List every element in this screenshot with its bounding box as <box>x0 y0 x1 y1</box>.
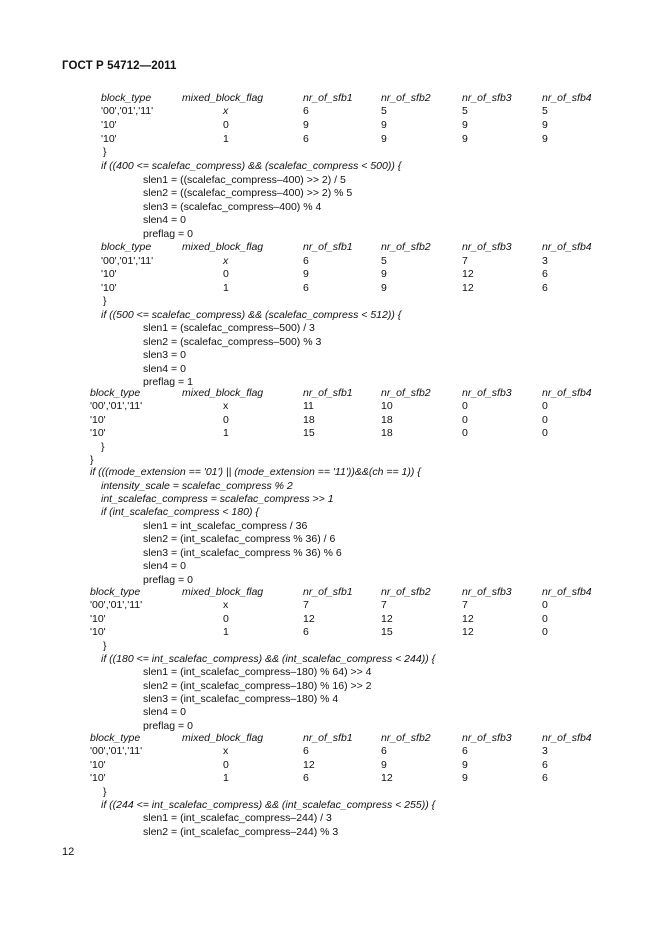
table-row <box>90 759 661 772</box>
cell-sfb2: 9 <box>381 133 387 145</box>
cell-sfb4: 0 <box>542 626 548 638</box>
header-nr-of-sfb3: nr_of_sfb3 <box>462 92 512 104</box>
table-row <box>90 400 661 413</box>
cell-sfb1: 6 <box>303 772 309 784</box>
code-line-slen1: slen1 = (int_scalefac_compress–244) / 3 <box>143 812 332 824</box>
cell-sfb2: 12 <box>381 613 393 625</box>
code-line-cond-400 <box>101 160 401 173</box>
table-header-row <box>90 387 661 400</box>
table-row <box>90 414 661 427</box>
cell-sfb1: 6 <box>303 255 309 267</box>
cell-mixed-flag: x <box>223 745 229 757</box>
cell-block-type: '10' <box>90 759 106 771</box>
header-mixed-block-flag: mixed_block_flag <box>182 387 264 399</box>
table-header-row <box>101 92 661 105</box>
cell-sfb2: 5 <box>381 255 387 267</box>
table-row <box>90 772 661 785</box>
cell-sfb4: 6 <box>542 759 548 771</box>
cell-sfb2: 12 <box>381 772 393 784</box>
cell-block-type: '00','01','11' <box>90 599 143 611</box>
code-line-preflag: preflag = 0 <box>143 720 193 732</box>
code-line-cond-255 <box>101 799 435 812</box>
cell-sfb1: 6 <box>303 626 309 638</box>
cell-block-type: '00','01','11' <box>90 745 143 757</box>
cell-sfb1: 6 <box>303 133 309 145</box>
cell-sfb1: 9 <box>303 268 309 280</box>
header-nr-of-sfb4: nr_of_sfb4 <box>542 241 592 253</box>
table-row <box>101 119 661 132</box>
table-row <box>90 745 661 758</box>
cell-mixed-flag: 1 <box>223 427 229 439</box>
cond-255-text: if ((244 <= int_scalefac_compress) && (int_scalefac_compress < 255)) { <box>101 799 436 811</box>
cell-sfb2: 18 <box>381 414 393 426</box>
cell-sfb1: 18 <box>303 414 315 426</box>
cell-sfb2: 9 <box>381 119 387 131</box>
cell-sfb3: 5 <box>462 105 468 117</box>
code-line-slen2: slen2 = (scalefac_compress–500) % 3 <box>143 336 322 348</box>
cell-sfb1: 12 <box>303 759 315 771</box>
cell-mixed-flag: 0 <box>223 119 229 131</box>
cell-mixed-flag: 1 <box>223 772 229 784</box>
code-line-slen3: slen3 = 0 <box>143 349 186 361</box>
cell-sfb4: 3 <box>542 745 548 757</box>
table-header-row <box>101 241 661 254</box>
header-mixed-block-flag: mixed_block_flag <box>182 241 264 253</box>
cell-sfb4: 9 <box>542 133 548 145</box>
header-mixed-block-flag: mixed_block_flag <box>182 732 264 744</box>
cond-244-text: if ((180 <= int_scalefac_compress) && (int_scalefac_compress < 244)) { <box>101 653 436 665</box>
cell-sfb3: 9 <box>462 759 468 771</box>
header-nr-of-sfb1: nr_of_sfb1 <box>303 92 353 104</box>
document-header: ГОСТ Р 54712—2011 <box>62 60 177 72</box>
header-nr-of-sfb2: nr_of_sfb2 <box>381 241 431 253</box>
cell-mixed-flag: 1 <box>223 282 229 294</box>
cell-block-type: '10' <box>101 119 117 131</box>
cell-block-type: '00','01','11' <box>101 105 154 117</box>
code-line-slen1: slen1 = int_scalefac_compress / 36 <box>143 520 308 532</box>
cell-sfb4: 5 <box>542 105 548 117</box>
cond-400-text: if ((400 <= scalefac_compress) && (scalefac_compress < 500)) { <box>101 160 402 172</box>
code-line-slen1: slen1 = (int_scalefac_compress–180) % 64) >> 4 <box>143 666 372 678</box>
table-row <box>101 133 661 146</box>
table-row <box>90 613 661 626</box>
header-block-type: block_type <box>90 732 141 744</box>
cell-sfb4: 0 <box>542 599 548 611</box>
code-line-slen4: slen4 = 0 <box>143 214 186 226</box>
code-line-int-scalefac <box>101 493 334 506</box>
header-nr-of-sfb2: nr_of_sfb2 <box>381 586 431 598</box>
cell-sfb2: 9 <box>381 282 387 294</box>
header-nr-of-sfb3: nr_of_sfb3 <box>462 732 512 744</box>
header-nr-of-sfb1: nr_of_sfb1 <box>303 586 353 598</box>
table-header-row <box>90 732 661 745</box>
cell-sfb2: 5 <box>381 105 387 117</box>
cell-block-type: '10' <box>90 414 106 426</box>
header-block-type: block_type <box>90 586 141 598</box>
header-nr-of-sfb1: nr_of_sfb1 <box>303 241 353 253</box>
header-nr-of-sfb2: nr_of_sfb2 <box>381 732 431 744</box>
cell-sfb3: 0 <box>462 400 468 412</box>
closing-brace: } <box>90 454 94 466</box>
cell-mixed-flag: x <box>223 105 229 117</box>
closing-brace: } <box>103 786 107 798</box>
closing-brace: } <box>103 146 107 158</box>
header-nr-of-sfb2: nr_of_sfb2 <box>381 387 431 399</box>
cell-sfb2: 9 <box>381 759 387 771</box>
cell-mixed-flag: x <box>223 599 229 611</box>
cell-block-type: '10' <box>90 772 106 784</box>
cell-mixed-flag: x <box>223 255 229 267</box>
header-nr-of-sfb4: nr_of_sfb4 <box>542 92 592 104</box>
cell-block-type: '10' <box>90 626 106 638</box>
cell-sfb3: 7 <box>462 255 468 267</box>
code-line-slen1: slen1 = (scalefac_compress–500) / 3 <box>143 322 315 334</box>
code-line-preflag: preflag = 0 <box>143 228 193 240</box>
cell-sfb3: 12 <box>462 268 474 280</box>
cell-sfb1: 11 <box>303 400 314 412</box>
header-nr-of-sfb3: nr_of_sfb3 <box>462 586 512 598</box>
header-mixed-block-flag: mixed_block_flag <box>182 92 264 104</box>
code-line-slen2: slen2 = (int_scalefac_compress % 36) / 6 <box>143 533 336 545</box>
cell-sfb1: 15 <box>303 427 315 439</box>
header-nr-of-sfb3: nr_of_sfb3 <box>462 387 512 399</box>
cell-block-type: '10' <box>90 427 106 439</box>
code-line-preflag: preflag = 1 <box>143 376 193 388</box>
header-nr-of-sfb3: nr_of_sfb3 <box>462 241 512 253</box>
intensity-text: intensity_scale = scalefac_compress % 2 <box>101 480 293 492</box>
cell-sfb4: 6 <box>542 268 548 280</box>
cell-sfb4: 6 <box>542 282 548 294</box>
cond-500-text: if ((500 <= scalefac_compress) && (scalefac_compress < 512)) { <box>101 309 402 321</box>
code-line-slen3: slen3 = (scalefac_compress–400) % 4 <box>143 201 322 213</box>
code-line-intensity-scale <box>101 480 293 493</box>
table-header-row <box>90 586 661 599</box>
cell-sfb3: 9 <box>462 772 468 784</box>
code-line-slen4: slen4 = 0 <box>143 560 186 572</box>
code-line-cond-500 <box>101 309 401 322</box>
cell-sfb4: 0 <box>542 613 548 625</box>
cell-sfb2: 18 <box>381 427 393 439</box>
page-number: 12 <box>62 846 75 858</box>
code-line-cond-180 <box>101 506 259 519</box>
table-row <box>90 626 661 639</box>
code-line-slen2: slen2 = (int_scalefac_compress–244) % 3 <box>143 826 339 838</box>
cell-sfb2: 7 <box>381 599 387 611</box>
table-row <box>101 268 661 281</box>
code-line-slen3: slen3 = (int_scalefac_compress–180) % 4 <box>143 693 339 705</box>
cell-sfb4: 0 <box>542 427 548 439</box>
int-sc-text: int_scalefac_compress = scalefac_compress >> 1 <box>101 493 334 505</box>
cell-sfb2: 15 <box>381 626 393 638</box>
code-line-slen1: slen1 = ((scalefac_compress–400) >> 2) / 5 <box>143 174 346 186</box>
cell-mixed-flag: 0 <box>223 268 229 280</box>
cell-block-type: '00','01','11' <box>101 255 154 267</box>
header-nr-of-sfb4: nr_of_sfb4 <box>542 387 592 399</box>
closing-brace: } <box>101 441 105 453</box>
code-line-slen4: slen4 = 0 <box>143 706 186 718</box>
cell-sfb3: 6 <box>462 745 468 757</box>
cell-mixed-flag: 0 <box>223 759 229 771</box>
header-nr-of-sfb2: nr_of_sfb2 <box>381 92 431 104</box>
cell-sfb4: 6 <box>542 772 548 784</box>
header-nr-of-sfb4: nr_of_sfb4 <box>542 586 592 598</box>
cell-sfb3: 9 <box>462 119 468 131</box>
cell-sfb3: 12 <box>462 626 474 638</box>
code-line-slen2: slen2 = (int_scalefac_compress–180) % 16) >> 2 <box>143 680 372 692</box>
table-row <box>101 105 661 118</box>
cell-sfb1: 6 <box>303 745 309 757</box>
cell-block-type: '00','01','11' <box>90 400 143 412</box>
header-block-type: block_type <box>90 387 141 399</box>
cell-block-type: '10' <box>90 613 106 625</box>
code-line-cond-244 <box>101 653 435 666</box>
cell-sfb3: 9 <box>462 133 468 145</box>
code-line-slen2: slen2 = ((scalefac_compress–400) >> 2) % 5 <box>143 187 353 199</box>
cell-sfb2: 10 <box>381 400 393 412</box>
cell-mixed-flag: 0 <box>223 414 229 426</box>
cell-sfb4: 3 <box>542 255 548 267</box>
table-row <box>101 255 661 268</box>
header-mixed-block-flag: mixed_block_flag <box>182 586 264 598</box>
table-row <box>90 599 661 612</box>
cell-sfb4: 0 <box>542 414 548 426</box>
code-line-slen4: slen4 = 0 <box>143 363 186 375</box>
cell-sfb3: 12 <box>462 613 474 625</box>
cell-mixed-flag: 0 <box>223 613 229 625</box>
cell-block-type: '10' <box>101 268 117 280</box>
header-block-type: block_type <box>101 241 152 253</box>
cell-sfb3: 0 <box>462 414 468 426</box>
code-line-preflag: preflag = 0 <box>143 574 193 586</box>
cell-mixed-flag: x <box>223 400 229 412</box>
cell-sfb1: 6 <box>303 105 309 117</box>
closing-brace: } <box>103 640 107 652</box>
table-row <box>90 427 661 440</box>
cell-block-type: '10' <box>101 282 117 294</box>
closing-brace: } <box>103 295 107 307</box>
header-block-type: block_type <box>101 92 152 104</box>
cond-180-text: if (int_scalefac_compress < 180) { <box>101 506 259 518</box>
header-nr-of-sfb1: nr_of_sfb1 <box>303 732 353 744</box>
code-line-cond-mode <box>90 466 421 479</box>
cell-sfb3: 12 <box>462 282 474 294</box>
cell-sfb1: 9 <box>303 119 309 131</box>
cell-mixed-flag: 1 <box>223 626 229 638</box>
cell-sfb4: 9 <box>542 119 548 131</box>
cell-sfb1: 12 <box>303 613 315 625</box>
cell-sfb1: 6 <box>303 282 309 294</box>
cell-sfb4: 0 <box>542 400 548 412</box>
code-line-slen3: slen3 = (int_scalefac_compress % 36) % 6 <box>143 547 342 559</box>
cell-sfb2: 9 <box>381 268 387 280</box>
cell-sfb2: 6 <box>381 745 387 757</box>
cell-sfb3: 0 <box>462 427 468 439</box>
cell-sfb1: 7 <box>303 599 309 611</box>
header-nr-of-sfb1: nr_of_sfb1 <box>303 387 353 399</box>
cell-block-type: '10' <box>101 133 117 145</box>
header-nr-of-sfb4: nr_of_sfb4 <box>542 732 592 744</box>
table-row <box>101 282 661 295</box>
cell-mixed-flag: 1 <box>223 133 229 145</box>
cell-sfb3: 7 <box>462 599 468 611</box>
cond-mode-text: if (((mode_extension == '01') || (mode_extension == '11'))&&(ch == 1)) { <box>90 466 421 478</box>
